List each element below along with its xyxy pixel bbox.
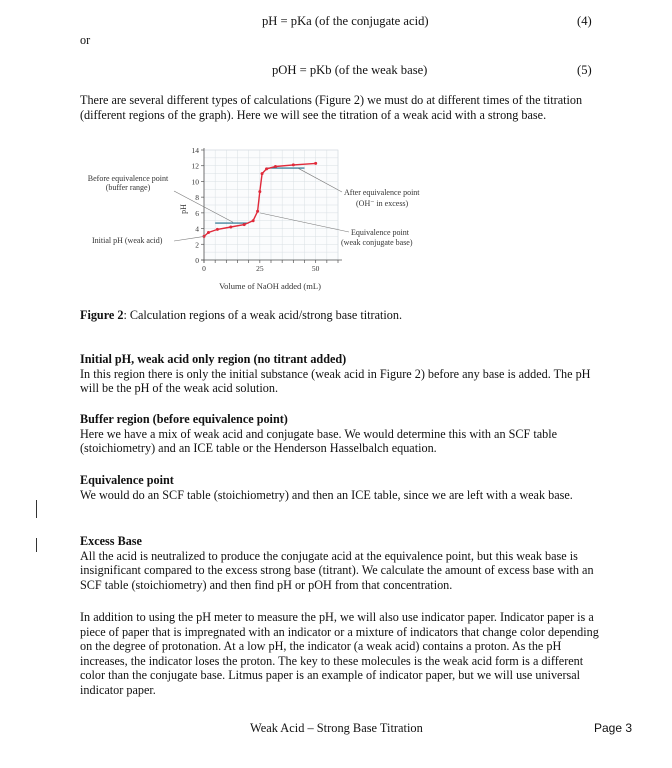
equation-4-number: (4) [577, 14, 592, 28]
curve-point [292, 163, 295, 166]
figure-caption-text: : Calculation regions of a weak acid/strong base titration. [123, 308, 402, 322]
y-tick-label: 10 [191, 177, 199, 187]
y-tick-label: 0 [195, 256, 199, 265]
figure-caption-label: Figure 2 [80, 308, 124, 322]
x-tick-labels [202, 260, 338, 273]
section-buffer-region [80, 412, 600, 456]
intro-paragraph: There are several different types of calculations (Figure 2) we must do at different times of the titration (different regions of the graph). Here we will see the titration of a weak acid with a strong base. [80, 93, 583, 122]
equation-5-number: (5) [577, 63, 592, 77]
equation-5: pOH = pKb (of the weak base) [272, 63, 428, 77]
y-tick-label: 6 [195, 208, 199, 218]
section-heading: Initial pH, weak acid only region (no titrant added) [80, 352, 347, 366]
x-tick-label: 25 [256, 264, 264, 273]
annotation-before-equivalence-line2: (buffer range) [105, 183, 151, 192]
section-heading: Equivalence point [80, 473, 174, 487]
section-initial-ph [80, 352, 600, 396]
section-body: In this region there is only the initial substance (weak acid in Figure 2) before any base is added. The pH will be the pH of the weak acid solution. [80, 366, 591, 396]
y-tick-labels [192, 146, 205, 265]
curve-point [274, 165, 277, 168]
annotation-equivalence-line2: (weak conjugate base) [341, 238, 413, 247]
curve-point [243, 223, 246, 226]
revision-bar [36, 538, 37, 552]
leader-line [174, 236, 204, 241]
section-excess-base [80, 534, 600, 592]
x-tick-label: 0 [202, 264, 206, 273]
y-tick-label: 12 [191, 161, 199, 171]
curve-point [256, 210, 259, 213]
y-axis-label: pH [179, 204, 188, 214]
section-body: All the acid is neutralized to produce the conjugate acid at the equivalence point, but this weak base is insignificant compared to the excess strong base (titrant). We calculate the amount of excess base with an SCF table (stoichiometry) and then find pH or pOH from that concentration. [80, 548, 594, 592]
annotation-before-equivalence-line1: Before equivalence point [87, 174, 169, 183]
x-tick-label: 50 [311, 264, 320, 273]
section-body: Here we have a mix of weak acid and conjugate base. We would determine this with an SCF table (stoichiometry) and an ICE table or the Henderson Hasselbalch equation. [80, 426, 558, 456]
section-equivalence-point [80, 473, 600, 502]
figure-caption [80, 308, 402, 323]
footer-title: Weak Acid – Strong Base Titration [250, 721, 423, 735]
annotation-after-equivalence-line2: (OH⁻ in excess) [356, 199, 409, 208]
or-text: or [80, 33, 91, 47]
annotation-initial-ph: Initial pH (weak acid) [92, 236, 163, 245]
curve-point [314, 162, 317, 165]
closing-paragraph: In addition to using the pH meter to measure the pH, we will also use indicator paper. Indicator paper is a piece of paper that is impregnated with an indicator or a mixture of indicators that change color depending on the degree of protonation. At a low pH, the indicator (a weak acid) contains a proton. As the pH increases, the indicator loses the proton. The key to these molecules is the weak acid form is a different color than the conjugate base. Litmus paper is an example of indicator paper, but we will use universal indicator paper. [80, 610, 599, 697]
annotation-after-equivalence-line1: After equivalence point [344, 188, 420, 197]
titration-figure [70, 146, 510, 304]
y-tick-label: 8 [195, 193, 199, 203]
section-heading: Excess Base [80, 534, 142, 548]
section-heading: Buffer region (before equivalence point) [80, 412, 288, 426]
annotation-equivalence-line1: Equivalence point [351, 228, 409, 237]
curve-point [229, 226, 232, 229]
curve-point [207, 231, 210, 234]
y-tick-label: 14 [191, 146, 199, 155]
chart-grid [204, 150, 338, 260]
equation-4: pH = pKa (of the conjugate acid) [262, 14, 429, 28]
y-tick-label: 4 [195, 224, 199, 234]
revision-bar [36, 500, 37, 518]
x-axis-label: Volume of NaOH added (mL) [219, 281, 321, 291]
curve-point [261, 172, 264, 175]
curve-point [265, 167, 268, 170]
footer-page-number: Page 3 [594, 721, 633, 735]
curve-point [252, 219, 255, 222]
curve-point [258, 190, 261, 193]
curve-point [216, 228, 219, 231]
section-body: We would do an SCF table (stoichiometry) and then an ICE table, since we are left with a weak base. [80, 487, 573, 502]
y-tick-label: 2 [195, 240, 199, 250]
